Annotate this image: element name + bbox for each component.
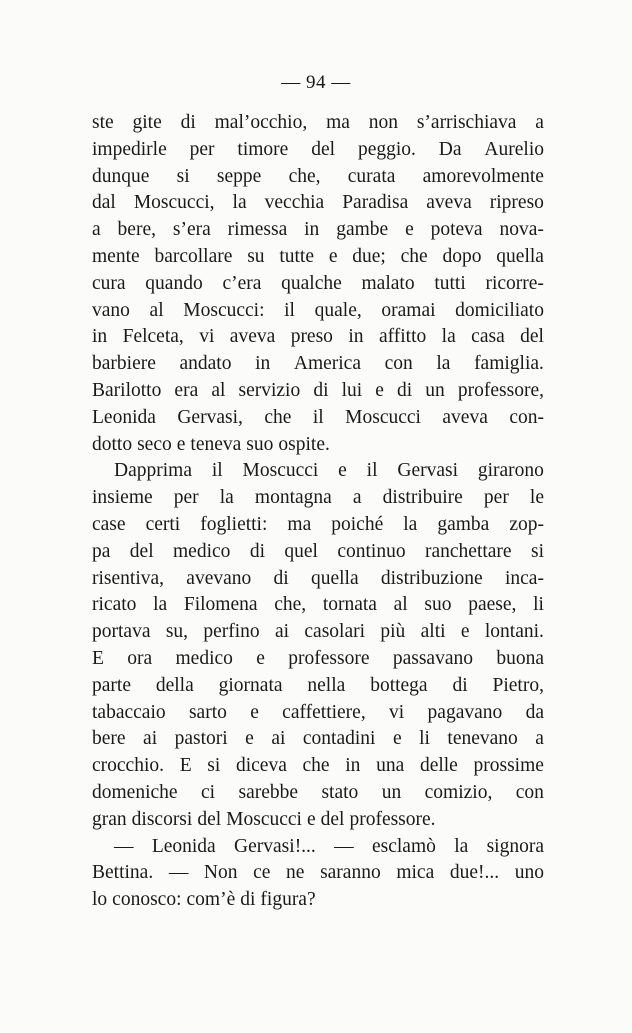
text-line: parte della giornata nella bottega di Pietro, bbox=[92, 674, 544, 696]
text-line: — Leonida Gervasi!... — esclamò la signora bbox=[114, 835, 544, 857]
text-line: case certi foglietti: ma poiché la gamba zop- bbox=[92, 513, 544, 535]
text-line: Barilotto era al servizio di lui e di un professore, bbox=[92, 379, 544, 401]
text-line: domeniche ci sarebbe stato un comizio, con bbox=[92, 781, 544, 803]
text-line: bere ai pastori e ai contadini e li tenevano a bbox=[92, 728, 544, 750]
text-line: dal Moscucci, la vecchia Paradisa aveva ripreso bbox=[92, 192, 544, 214]
text-line: mente barcollare su tutte e due; che dopo quella bbox=[92, 245, 544, 267]
text-line: ste gite di mal’occhio, ma non s’arrischiava a bbox=[92, 112, 544, 133]
text-line: vano al Moscucci: il quale, oramai domiciliato bbox=[92, 299, 544, 321]
text-line: impedirle per timore del peggio. Da Aurelio bbox=[92, 138, 544, 160]
text-line: ricato la Filomena che, tornata al suo paese, li bbox=[92, 594, 544, 616]
text-line: risentiva, avevano di quella distribuzione inca- bbox=[92, 567, 544, 589]
text-line: in Felceta, vi aveva preso in affitto la casa del bbox=[92, 326, 544, 348]
text-line: E ora medico e professore passavano buona bbox=[92, 647, 544, 669]
page-number: — 94 — bbox=[281, 72, 351, 93]
text-line: Bettina. — Non ce ne saranno mica due!... uno bbox=[92, 862, 544, 884]
text-line: dotto seco e teneva suo ospite. bbox=[92, 433, 330, 455]
text-line: cura quando c’era qualche malato tutti ricorre- bbox=[92, 272, 544, 294]
text-line: Leonida Gervasi, che il Moscucci aveva con- bbox=[92, 406, 544, 428]
text-line: lo conosco: com’è di figura? bbox=[92, 889, 316, 911]
text-line: pa del medico di quel continuo ranchettare si bbox=[92, 540, 544, 562]
text-line: dunque si seppe che, curata amorevolmente bbox=[92, 165, 544, 187]
text-line: a bere, s’era rimessa in gambe e poteva nova- bbox=[92, 219, 544, 241]
text-line: insieme per la montagna a distribuire per le bbox=[92, 487, 544, 509]
text-line: tabaccaio sarto e caffettiere, vi pagavano da bbox=[92, 701, 544, 723]
text-line: Dapprima il Moscucci e il Gervasi girarono bbox=[114, 460, 544, 482]
text-line: crocchio. E si diceva che in una delle prossime bbox=[92, 755, 544, 777]
text-line: gran discorsi del Moscucci e del professore. bbox=[92, 808, 436, 830]
text-line: barbiere andato in America con la famiglia. bbox=[92, 353, 544, 375]
text-line: portava su, perfino ai casolari più alti e lontani. bbox=[92, 621, 544, 643]
body-text bbox=[92, 110, 544, 914]
